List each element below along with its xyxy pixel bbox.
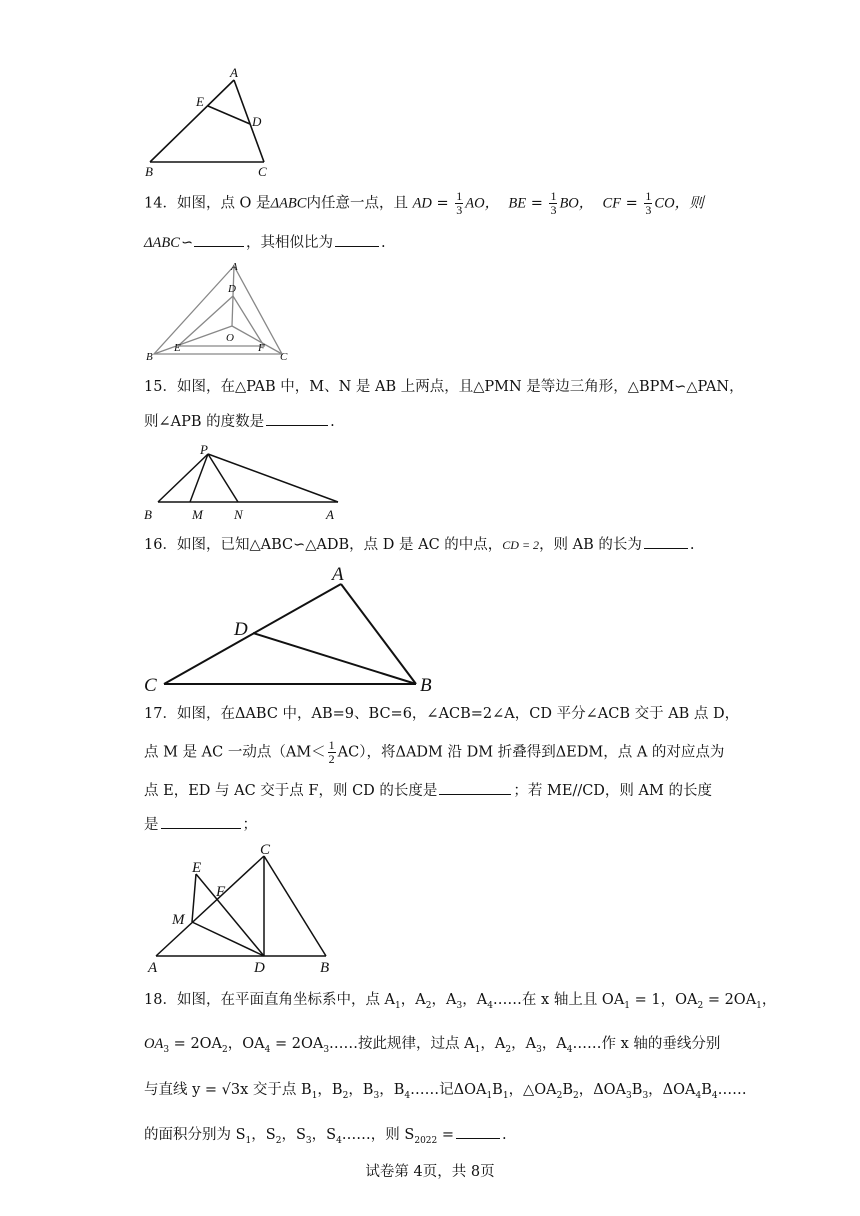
q18-line2: $OA_3 = 2OA_2$，$OA_4$ = $2OA_3\dots\dots$按此规律，过点 $A_1$，$A_2$，$A_3$，$A_4\dots\dots$作 x 轴的垂线分别 xyxy=(144,1036,721,1055)
answer-blank[interactable] xyxy=(439,780,511,795)
fraction-one-third: $\frac{1}{3}$ xyxy=(456,189,463,217)
answer-blank[interactable] xyxy=(161,814,241,829)
figure-q14 xyxy=(142,258,292,366)
q18-line1: 18．如图，在平面直角坐标系中，点 $A_1$，$A_2$，$A_3$，$A_4\dots\dots$在 x 轴上且 $OA_1 = 1$，$OA_2 = 2OA_1$， xyxy=(144,992,777,1011)
label-A: A xyxy=(230,65,238,80)
label-B: B xyxy=(146,351,153,363)
q15-line1: 15．如图，在△PAB 中，M、N 是 AB 上两点，且△PMN 是等边三角形，△BPM∽△PAN， xyxy=(144,379,744,395)
figure-q13 xyxy=(140,62,280,180)
q17-line3: 点 E，ED 与 AC 交于点 F，则 CD 的长度是 ；若 ME//CD，则 AM 的长度 xyxy=(144,780,712,801)
label-F: F xyxy=(258,342,265,354)
figure-q16 xyxy=(138,560,448,698)
answer-blank[interactable] xyxy=(266,411,328,426)
fraction-one-third: $\frac{1}{3}$ xyxy=(645,189,652,217)
label-D: D xyxy=(234,619,248,640)
label-B: B xyxy=(144,507,152,522)
label-D: D xyxy=(254,960,265,976)
answer-blank[interactable] xyxy=(335,232,379,247)
label-E: E xyxy=(174,342,181,354)
label-A: A xyxy=(231,261,238,273)
label-A: A xyxy=(148,960,158,976)
label-M: M xyxy=(172,912,185,928)
q17-line4: 是 ； xyxy=(144,814,257,835)
label-E: E xyxy=(196,94,204,109)
fraction-one-half: $\frac{1}{2}$ xyxy=(328,738,335,766)
label-C: C xyxy=(280,351,288,363)
label-O: O xyxy=(226,332,234,344)
q14-line1: 14．如图，点 O 是ΔABC内任意一点，且 AD = $\frac{1}{3}$ AO， BE = $\frac{1}{3}$ BO， CF = $\frac{1}{3}$ CO，则 xyxy=(144,189,704,217)
label-D: D xyxy=(252,114,262,129)
figure-q15 xyxy=(140,440,350,524)
label-D: D xyxy=(228,283,236,295)
answer-blank[interactable] xyxy=(644,534,688,549)
label-C: C xyxy=(258,164,267,179)
label-B: B xyxy=(145,164,153,179)
q18-line3: 与直线 y = √3x 交于点 $B_1$，$B_2$，$B_3$，$B_4\dots\dots$记$\Delta OA_1B_1$，$\triangle OA_2B_2$，$\Delta OA_3B_3$，$\Delta OA_4B_4\dots\dots$ xyxy=(144,1082,747,1101)
page-footer: 试卷第 4页，共 8页 xyxy=(365,1164,495,1180)
q15-line2: 则∠APB 的度数是 . xyxy=(144,411,335,432)
label-A: A xyxy=(326,507,334,522)
q16-line1: 16．如图，已知△ABC∽△ADB，点 D 是 AC 的中点，CD = 2，则 AB 的长为 . xyxy=(144,534,695,555)
label-C: C xyxy=(144,675,157,696)
q17-line1: 17．如图，在ΔABC 中，AB=9、BC=6，∠ACB=2∠A，CD 平分∠ACB 交于 AB 点 D， xyxy=(144,706,740,722)
label-B: B xyxy=(320,960,330,976)
answer-blank[interactable] xyxy=(456,1124,500,1139)
label-E: E xyxy=(192,860,202,876)
label-B: B xyxy=(420,675,432,696)
label-P: P xyxy=(200,442,208,457)
q18-line4: 的面积分别为 $S_1$，$S_2$，$S_3$，$S_4\dots\dots$，则 $S_{2022}$ = . xyxy=(144,1124,507,1151)
fraction-one-third: $\frac{1}{3}$ xyxy=(550,189,557,217)
q17-line2: 点 M 是 AC 一动点（AM＜ $\frac{1}{2}$ AC），将ΔADM 沿 DM 折叠得到ΔEDM，点 A 的对应点为 xyxy=(144,738,725,766)
figure-q17 xyxy=(140,838,350,978)
label-M: M xyxy=(192,507,203,522)
q14-line2: ΔABC∽ ，其相似比为 . xyxy=(144,232,386,253)
answer-blank[interactable] xyxy=(194,232,244,247)
label-C: C xyxy=(260,842,271,858)
label-F: F xyxy=(216,884,226,900)
label-N: N xyxy=(234,507,243,522)
label-A: A xyxy=(332,564,344,585)
